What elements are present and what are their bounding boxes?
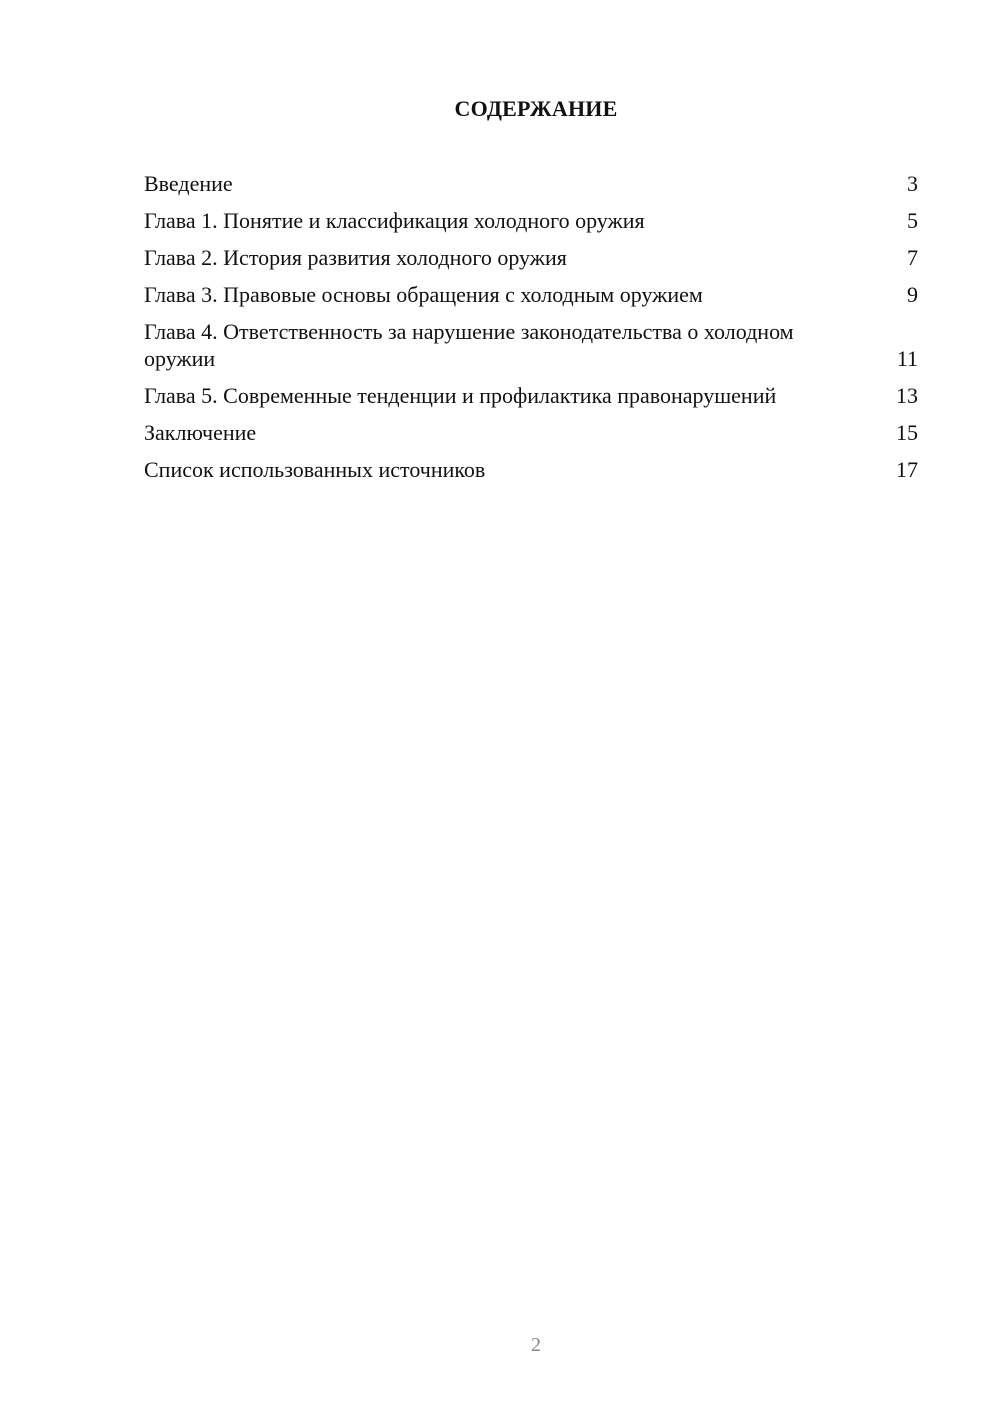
toc-entry-label: Глава 1. Понятие и классификация холодного оружия (144, 208, 645, 233)
toc-entry-page: 17 (896, 457, 918, 482)
toc-entry-page: 13 (896, 383, 918, 408)
toc-entry-chapter-2 (144, 244, 918, 271)
toc-entry-page: 7 (907, 245, 918, 270)
toc-entry-page: 5 (907, 208, 918, 233)
toc-entry-chapter-5 (144, 382, 918, 409)
toc-entry-page: 3 (907, 171, 918, 196)
toc-entry-conclusion (144, 419, 918, 446)
toc-entry-chapter-1 (144, 207, 918, 234)
toc-entry-chapter-4 (144, 318, 918, 372)
toc-entry-page: 15 (896, 420, 918, 445)
toc-entry-label: Заключение (144, 420, 257, 445)
toc-entry-label: Глава 3. Правовые основы обращения с холодным оружием (144, 282, 703, 307)
toc-title: СОДЕРЖАНИЕ (454, 96, 618, 121)
toc-entry-label: Список использованных источников (144, 457, 486, 482)
toc-entry-label: Глава 5. Современные тенденции и профилактика правонарушений (144, 383, 777, 408)
toc-entry-label: Введение (144, 171, 233, 196)
toc-entry-page: 11 (896, 346, 918, 371)
table-of-contents (144, 170, 918, 493)
toc-entry-label: Глава 4. Ответственность за нарушение законодательства о холодном оружии (144, 319, 794, 371)
toc-entry-introduction (144, 170, 918, 197)
toc-entry-references (144, 456, 918, 483)
toc-entry-chapter-3 (144, 281, 918, 308)
toc-entry-label: Глава 2. История развития холодного оружия (144, 245, 567, 270)
toc-entry-page: 9 (907, 282, 918, 307)
page-number: 2 (531, 1334, 541, 1356)
